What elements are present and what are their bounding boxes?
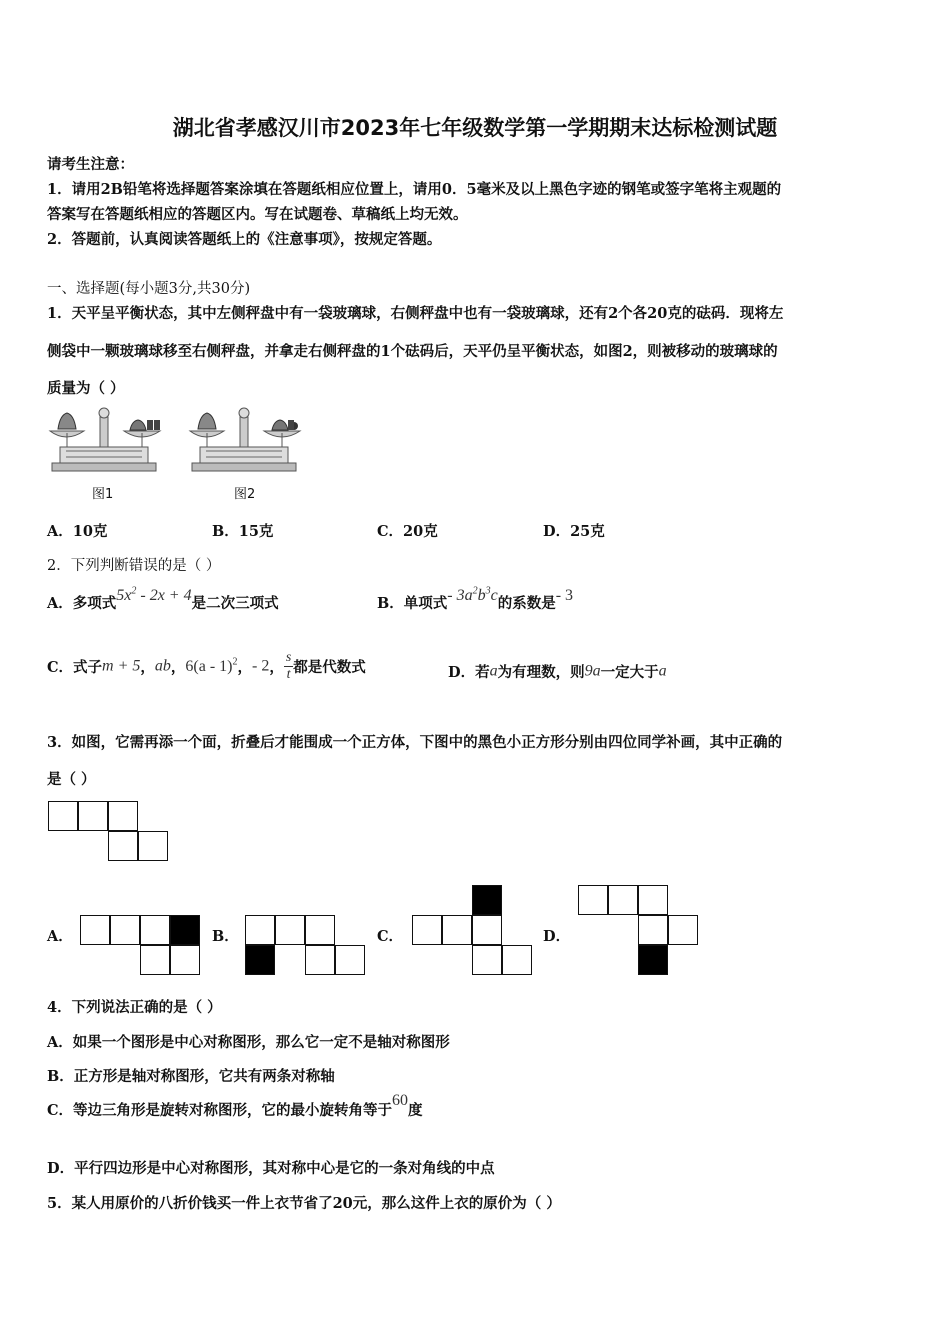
q2-c-math-3-sup: 2 (232, 656, 238, 668)
net-cell (578, 885, 608, 915)
net-cell (335, 945, 365, 975)
q2-b-sup-1: 2 (472, 585, 478, 597)
q4-c-value: 60 (392, 1092, 409, 1109)
net-cell (140, 945, 170, 975)
q2-a-prefix: A．多项式 (47, 595, 117, 612)
q2-b-math: - 3a (447, 587, 473, 604)
net-cell (110, 915, 140, 945)
q2-b-prefix: B．单项式 (377, 595, 448, 612)
q2-c-fraction (284, 650, 293, 683)
notice-line-1: 1．请用2B铅笔将选择题答案涂填在答题纸相应位置上，请用0．5毫米及以上黑色字迹的钢笔或签字笔将主观题的 (47, 181, 782, 198)
notice-heading: 请考生注意： (47, 156, 134, 173)
q2-d-mid: 为有理数，则 (497, 664, 585, 681)
q2-a-math-1: 5x (116, 587, 132, 604)
q2-d-end: a (658, 662, 667, 680)
q2-option-d[interactable] (448, 661, 667, 691)
q1-option-a[interactable]: A．10克 (47, 523, 108, 540)
q2-b-value: - 3 (555, 587, 574, 604)
net-cell (305, 915, 335, 945)
net-cell (472, 945, 502, 975)
q1-option-b[interactable]: B．15克 (212, 523, 274, 540)
q4-c-prefix: C．等边三角形是旋转对称图形，它的最小旋转角等于 (47, 1102, 393, 1119)
q1-option-d[interactable]: D．25克 (543, 523, 605, 540)
q1-line-3: 质量为（ ） (47, 380, 125, 397)
net-cell (170, 945, 200, 975)
net-cell (472, 915, 502, 945)
net-cell-black (245, 945, 275, 975)
net-cell (668, 915, 698, 945)
q3-option-a-label[interactable]: A． (47, 928, 73, 945)
net-cell (245, 915, 275, 945)
q2-c-suffix: 都是代数式 (293, 659, 366, 676)
net-cell-black (638, 945, 668, 975)
net-cell (108, 831, 138, 861)
notice-line-3: 2．答题前，认真阅读答题纸上的《注意事项》，按规定答题。 (47, 231, 442, 248)
q2-a-math-2: - 2x + 4 (136, 587, 192, 604)
page-title: 湖北省孝感汉川市2023年七年级数学第一学期期末达标检测试题 (172, 116, 778, 140)
q1-option-c[interactable]: C．20克 (377, 523, 438, 540)
net-cell (305, 945, 335, 975)
q2-c-sep-2: ， (170, 659, 186, 676)
q2-option-b[interactable] (377, 585, 574, 613)
q3-option-a-net[interactable] (80, 915, 204, 977)
q4-option-d[interactable]: D．平行四边形是中心对称图形，其对称中心是它的一条对角线的中点 (47, 1160, 495, 1177)
q3-option-b-label[interactable]: B． (212, 928, 239, 945)
q3-option-c-label[interactable]: C． (377, 928, 404, 945)
net-cell (78, 801, 108, 831)
q3-option-c-net[interactable] (412, 885, 536, 977)
q3-line-2: 是（ ） (47, 771, 96, 788)
net-cell (638, 915, 668, 945)
net-cell (140, 915, 170, 945)
q3-option-d-label[interactable]: D． (543, 928, 571, 945)
q2-a-suffix: 是二次三项式 (191, 595, 279, 612)
q3-base-net (48, 801, 170, 863)
q2-d-9a: 9a (584, 662, 601, 680)
figure-2-caption: 图2 (234, 487, 256, 502)
q2-c-math-4: - 2 (252, 657, 270, 675)
net-cell (108, 801, 138, 831)
q4-stem: 4．下列说法正确的是（ ） (47, 999, 222, 1016)
notice-line-2: 答案写在答题纸相应的答题区内。写在试题卷、草稿纸上均无效。 (47, 206, 468, 223)
q2-c-prefix: C．式子 (47, 659, 103, 676)
q2-c-frac-den: t (286, 667, 291, 682)
net-cell (442, 915, 472, 945)
q2-b-sup-2: 3 (485, 585, 491, 597)
q2-c-sep-1: ， (140, 659, 155, 676)
net-cell-black (472, 885, 502, 915)
q2-b-suffix: 的系数是 (497, 595, 556, 612)
q2-c-math-3: 6(a - 1) (185, 658, 233, 676)
q5-stem: 5．某人用原价的八折价钱买一件上衣节省了20元，那么这件上衣的原价为（ ） (47, 1195, 561, 1212)
q1-line-1: 1．天平呈平衡状态，其中左侧秤盘中有一袋玻璃球，右侧秤盘中也有一袋玻璃球，还有2个各20克的砝码．现将左 (47, 305, 784, 322)
q3-option-d-net[interactable] (578, 885, 702, 977)
net-cell (638, 885, 668, 915)
net-cell (608, 885, 638, 915)
q4-c-suffix: 度 (408, 1102, 423, 1119)
q3-option-b-net[interactable] (245, 915, 369, 977)
q2-option-a[interactable] (47, 585, 279, 613)
q2-c-frac-num: s (285, 650, 292, 665)
q1-line-2: 侧袋中一颗玻璃球移至右侧秤盘，并拿走右侧秤盘的1个砝码后，天平仍呈平衡状态，如图2，则被移动的玻璃球的 (47, 343, 778, 360)
q2-c-sep-4: ， (269, 659, 284, 676)
q2-c-math-2: ab (154, 657, 171, 675)
q2-d-a: a (489, 662, 498, 680)
q2-c-math-1: m + 5 (102, 657, 141, 675)
balance-scale-figure-2 (184, 403, 304, 475)
net-cell (412, 915, 442, 945)
q4-option-b[interactable]: B．正方形是轴对称图形，它共有两条对称轴 (47, 1068, 335, 1085)
net-cell (48, 801, 78, 831)
q2-a-math-sup: 2 (131, 585, 137, 597)
q2-b-mid: b (477, 587, 486, 604)
balance-scale-figure-1 (44, 403, 164, 475)
q4-option-c[interactable] (47, 1092, 423, 1120)
q3-line-1: 3．如图，它需再添一个面，折叠后才能围成一个正方体，下图中的黑色小正方形分别由四位同学补画，其中正确的 (47, 734, 783, 751)
net-cell (502, 945, 532, 975)
q2-b-end: c (490, 587, 498, 604)
q2-d-mid-2: 一定大于 (600, 664, 659, 681)
net-cell-black (170, 915, 200, 945)
q2-c-sep-3: ， (237, 659, 252, 676)
section-heading: 一、选择题(每小题3分,共30分) (47, 281, 251, 297)
net-cell (138, 831, 168, 861)
net-cell (80, 915, 110, 945)
net-cell (275, 915, 305, 945)
q2-stem: 2．下列判断错误的是（ ） (47, 558, 221, 574)
figure-1-caption: 图1 (92, 487, 114, 502)
q4-option-a[interactable]: A．如果一个图形是中心对称图形，那么它一定不是轴对称图形 (47, 1034, 450, 1051)
q2-option-c[interactable] (47, 650, 366, 692)
q2-d-prefix: D．若 (448, 664, 490, 681)
